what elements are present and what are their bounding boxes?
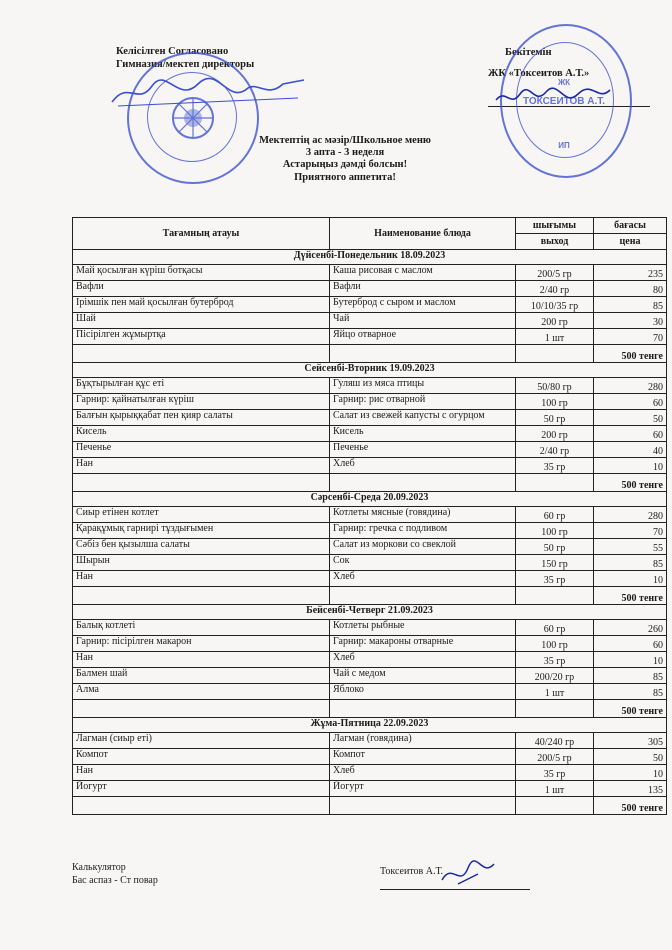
dish-name-ru: Гуляш из мяса птицы: [330, 378, 516, 394]
dish-name-kz: Шай: [73, 313, 330, 329]
dish-portion: 200/5 гр: [516, 749, 594, 765]
dish-name-ru: Кисель: [330, 426, 516, 442]
dish-portion: 100 гр: [516, 636, 594, 652]
dish-name-ru: Яблоко: [330, 684, 516, 700]
dish-name-kz: Май қосылған күріш ботқасы: [73, 265, 330, 281]
dish-name-kz: Нан: [73, 652, 330, 668]
menu-item-row: [73, 313, 667, 329]
dish-name-kz: Печенье: [73, 442, 330, 458]
day-total: 500 тенге: [594, 700, 667, 718]
dish-name-ru: Хлеб: [330, 765, 516, 781]
dish-name-kz: Сиыр етінен котлет: [73, 507, 330, 523]
dish-name-ru: Йогурт: [330, 781, 516, 797]
dish-portion: 2/40 гр: [516, 442, 594, 458]
menu-table: [72, 217, 667, 815]
col-header-out-kz: шығымы: [516, 218, 594, 234]
dish-price: 70: [594, 329, 667, 345]
menu-item-row: [73, 571, 667, 587]
menu-item-row: [73, 684, 667, 700]
col-header-kz: Тағамның атауы: [73, 218, 330, 250]
dish-price: 60: [594, 636, 667, 652]
dish-portion: 10/10/35 гр: [516, 297, 594, 313]
dish-name-ru: Компот: [330, 749, 516, 765]
dish-price: 85: [594, 555, 667, 571]
day-title: Бейсенбі-Четверг 21.09.2023: [73, 605, 667, 620]
wish-kz: Астарыңыз дәмді болсын!: [282, 159, 408, 170]
dish-price: 280: [594, 507, 667, 523]
director-label: Гимназия/мектеп директоры: [116, 59, 255, 70]
day-title: Жұма-Пятница 22.09.2023: [73, 718, 667, 733]
dish-price: 10: [594, 458, 667, 474]
dish-name-kz: Гарнир: пісірілген макарон: [73, 636, 330, 652]
dish-name-ru: Гарнир: гречка с подливом: [330, 523, 516, 539]
menu-item-row: [73, 378, 667, 394]
dish-portion: 1 шт: [516, 781, 594, 797]
day-total-row: [73, 587, 667, 605]
dish-portion: 100 гр: [516, 394, 594, 410]
day-total: 500 тенге: [594, 797, 667, 815]
dish-price: 50: [594, 749, 667, 765]
dish-name-ru: Лагман (говядина): [330, 733, 516, 749]
dish-price: 60: [594, 394, 667, 410]
dish-price: 60: [594, 426, 667, 442]
menu-item-row: [73, 329, 667, 345]
dish-portion: 35 гр: [516, 458, 594, 474]
footer-signature: [438, 858, 498, 890]
menu-item-row: [73, 749, 667, 765]
week-label: 3 апта - 3 неделя: [305, 147, 385, 158]
dish-portion: 1 шт: [516, 684, 594, 700]
day-title: Дүйсенбі-Понедельник 18.09.2023: [73, 250, 667, 265]
col-header-price-ru: цена: [594, 234, 667, 250]
dish-portion: 60 гр: [516, 620, 594, 636]
dish-name-kz: Нан: [73, 765, 330, 781]
day-total-row: [73, 474, 667, 492]
dish-price: 135: [594, 781, 667, 797]
dish-price: 80: [594, 281, 667, 297]
dish-portion: 100 гр: [516, 523, 594, 539]
day-total-row: [73, 700, 667, 718]
dish-price: 85: [594, 297, 667, 313]
dish-name-kz: Нан: [73, 458, 330, 474]
dish-name-ru: Чай с медом: [330, 668, 516, 684]
footer-signer-name: Токсеитов А.Т.: [380, 866, 444, 877]
dish-name-ru: Салат из свежей капусты с огурцом: [330, 410, 516, 426]
dish-name-kz: Шырын: [73, 555, 330, 571]
dish-portion: 200 гр: [516, 313, 594, 329]
dish-portion: 50 гр: [516, 539, 594, 555]
entrepreneur-signature: [494, 86, 614, 110]
dish-portion: 50/80 гр: [516, 378, 594, 394]
day-total-row: [73, 797, 667, 815]
menu-item-row: [73, 620, 667, 636]
dish-name-kz: Нан: [73, 571, 330, 587]
col-header-price-kz: бағасы: [594, 218, 667, 234]
dish-price: 235: [594, 265, 667, 281]
entrepreneur-label: ЖК «Токсеитов А.Т.»: [488, 68, 590, 79]
dish-price: 10: [594, 571, 667, 587]
day-total: 500 тенге: [594, 474, 667, 492]
dish-portion: 2/40 гр: [516, 281, 594, 297]
dish-name-kz: Гарнир: қайнатылған күріш: [73, 394, 330, 410]
menu-title: Мектептің ас мәзір/Школьное меню: [259, 135, 431, 146]
menu-item-row: [73, 523, 667, 539]
dish-name-ru: Хлеб: [330, 652, 516, 668]
dish-price: 40: [594, 442, 667, 458]
dish-name-ru: Печенье: [330, 442, 516, 458]
dish-name-ru: Гарнир: макароны отварные: [330, 636, 516, 652]
dish-portion: 200 гр: [516, 426, 594, 442]
menu-item-row: [73, 426, 667, 442]
approved-by-label: Келісілген Согласовано: [116, 46, 229, 57]
dish-name-kz: Бұқтырылған құс еті: [73, 378, 330, 394]
day-total: 500 тенге: [594, 587, 667, 605]
dish-name-kz: Сәбіз бен қызылша салаты: [73, 539, 330, 555]
dish-price: 305: [594, 733, 667, 749]
dish-name-kz: Кисель: [73, 426, 330, 442]
dish-price: 260: [594, 620, 667, 636]
calculator-label: Калькулятор: [72, 862, 126, 873]
dish-portion: 35 гр: [516, 765, 594, 781]
dish-name-ru: Бутерброд с сыром и маслом: [330, 297, 516, 313]
dish-price: 70: [594, 523, 667, 539]
dish-price: 85: [594, 668, 667, 684]
dish-portion: 200/20 гр: [516, 668, 594, 684]
dish-price: 50: [594, 410, 667, 426]
menu-item-row: [73, 394, 667, 410]
dish-name-ru: Сок: [330, 555, 516, 571]
menu-item-row: [73, 765, 667, 781]
menu-item-row: [73, 555, 667, 571]
menu-item-row: [73, 442, 667, 458]
dish-price: 280: [594, 378, 667, 394]
dish-name-ru: Гарнир: рис отварной: [330, 394, 516, 410]
col-header-ru: Наименование блюда: [330, 218, 516, 250]
dish-name-ru: Каша рисовая с маслом: [330, 265, 516, 281]
dish-price: 55: [594, 539, 667, 555]
day-header-row: [73, 492, 667, 507]
dish-portion: 50 гр: [516, 410, 594, 426]
dish-name-kz: Лагман (сиыр еті): [73, 733, 330, 749]
day-total: 500 тенге: [594, 345, 667, 363]
dish-name-ru: Котлеты мясные (говядина): [330, 507, 516, 523]
dish-price: 10: [594, 765, 667, 781]
dish-name-kz: Ірімшік пен май қосылған бутерброд: [73, 297, 330, 313]
dish-name-kz: Балғын қырыққабат пен қияр салаты: [73, 410, 330, 426]
dish-name-ru: Яйцо отварное: [330, 329, 516, 345]
dish-portion: 150 гр: [516, 555, 594, 571]
dish-price: 30: [594, 313, 667, 329]
dish-name-kz: Балмен шай: [73, 668, 330, 684]
menu-item-row: [73, 781, 667, 797]
dish-name-ru: Чай: [330, 313, 516, 329]
dish-name-ru: Хлеб: [330, 571, 516, 587]
menu-item-row: [73, 281, 667, 297]
chef-label: Бас аспаз - Ст повар: [72, 875, 158, 886]
day-header-row: [73, 718, 667, 733]
day-title: Сейсенбі-Вторник 19.09.2023: [73, 363, 667, 378]
day-header-row: [73, 250, 667, 265]
dish-name-kz: Йогурт: [73, 781, 330, 797]
dish-portion: 200/5 гр: [516, 265, 594, 281]
col-header-out-ru: выход: [516, 234, 594, 250]
day-header-row: [73, 605, 667, 620]
menu-item-row: [73, 668, 667, 684]
dish-portion: 1 шт: [516, 329, 594, 345]
dish-name-ru: Вафли: [330, 281, 516, 297]
menu-item-row: [73, 539, 667, 555]
dish-portion: 35 гр: [516, 571, 594, 587]
approve-label: Бекітемін: [505, 47, 552, 58]
dish-price: 10: [594, 652, 667, 668]
dish-name-kz: Вафли: [73, 281, 330, 297]
menu-item-row: [73, 507, 667, 523]
dish-price: 85: [594, 684, 667, 700]
dish-name-ru: Салат из моркови со свеклой: [330, 539, 516, 555]
dish-portion: 40/240 гр: [516, 733, 594, 749]
menu-item-row: [73, 265, 667, 281]
day-header-row: [73, 363, 667, 378]
dish-portion: 35 гр: [516, 652, 594, 668]
menu-item-row: [73, 297, 667, 313]
dish-name-ru: Котлеты рыбные: [330, 620, 516, 636]
dish-name-kz: Алма: [73, 684, 330, 700]
day-total-row: [73, 345, 667, 363]
dish-name-ru: Хлеб: [330, 458, 516, 474]
day-title: Сәрсенбі-Среда 20.09.2023: [73, 492, 667, 507]
wish-ru: Приятного аппетита!: [294, 172, 396, 183]
menu-item-row: [73, 733, 667, 749]
menu-item-row: [73, 636, 667, 652]
emblem-icon: [168, 93, 218, 143]
dish-name-kz: Пісірілген жұмыртқа: [73, 329, 330, 345]
dish-name-kz: Компот: [73, 749, 330, 765]
menu-item-row: [73, 410, 667, 426]
dish-portion: 60 гр: [516, 507, 594, 523]
menu-item-row: [73, 458, 667, 474]
menu-item-row: [73, 652, 667, 668]
entrepreneur-stamp: ТОКСЕИТОВ А.Т. ЖК ИП: [500, 24, 632, 178]
dish-name-kz: Қарақұмық гарнирі тұздығымен: [73, 523, 330, 539]
dish-name-kz: Балық котлеті: [73, 620, 330, 636]
